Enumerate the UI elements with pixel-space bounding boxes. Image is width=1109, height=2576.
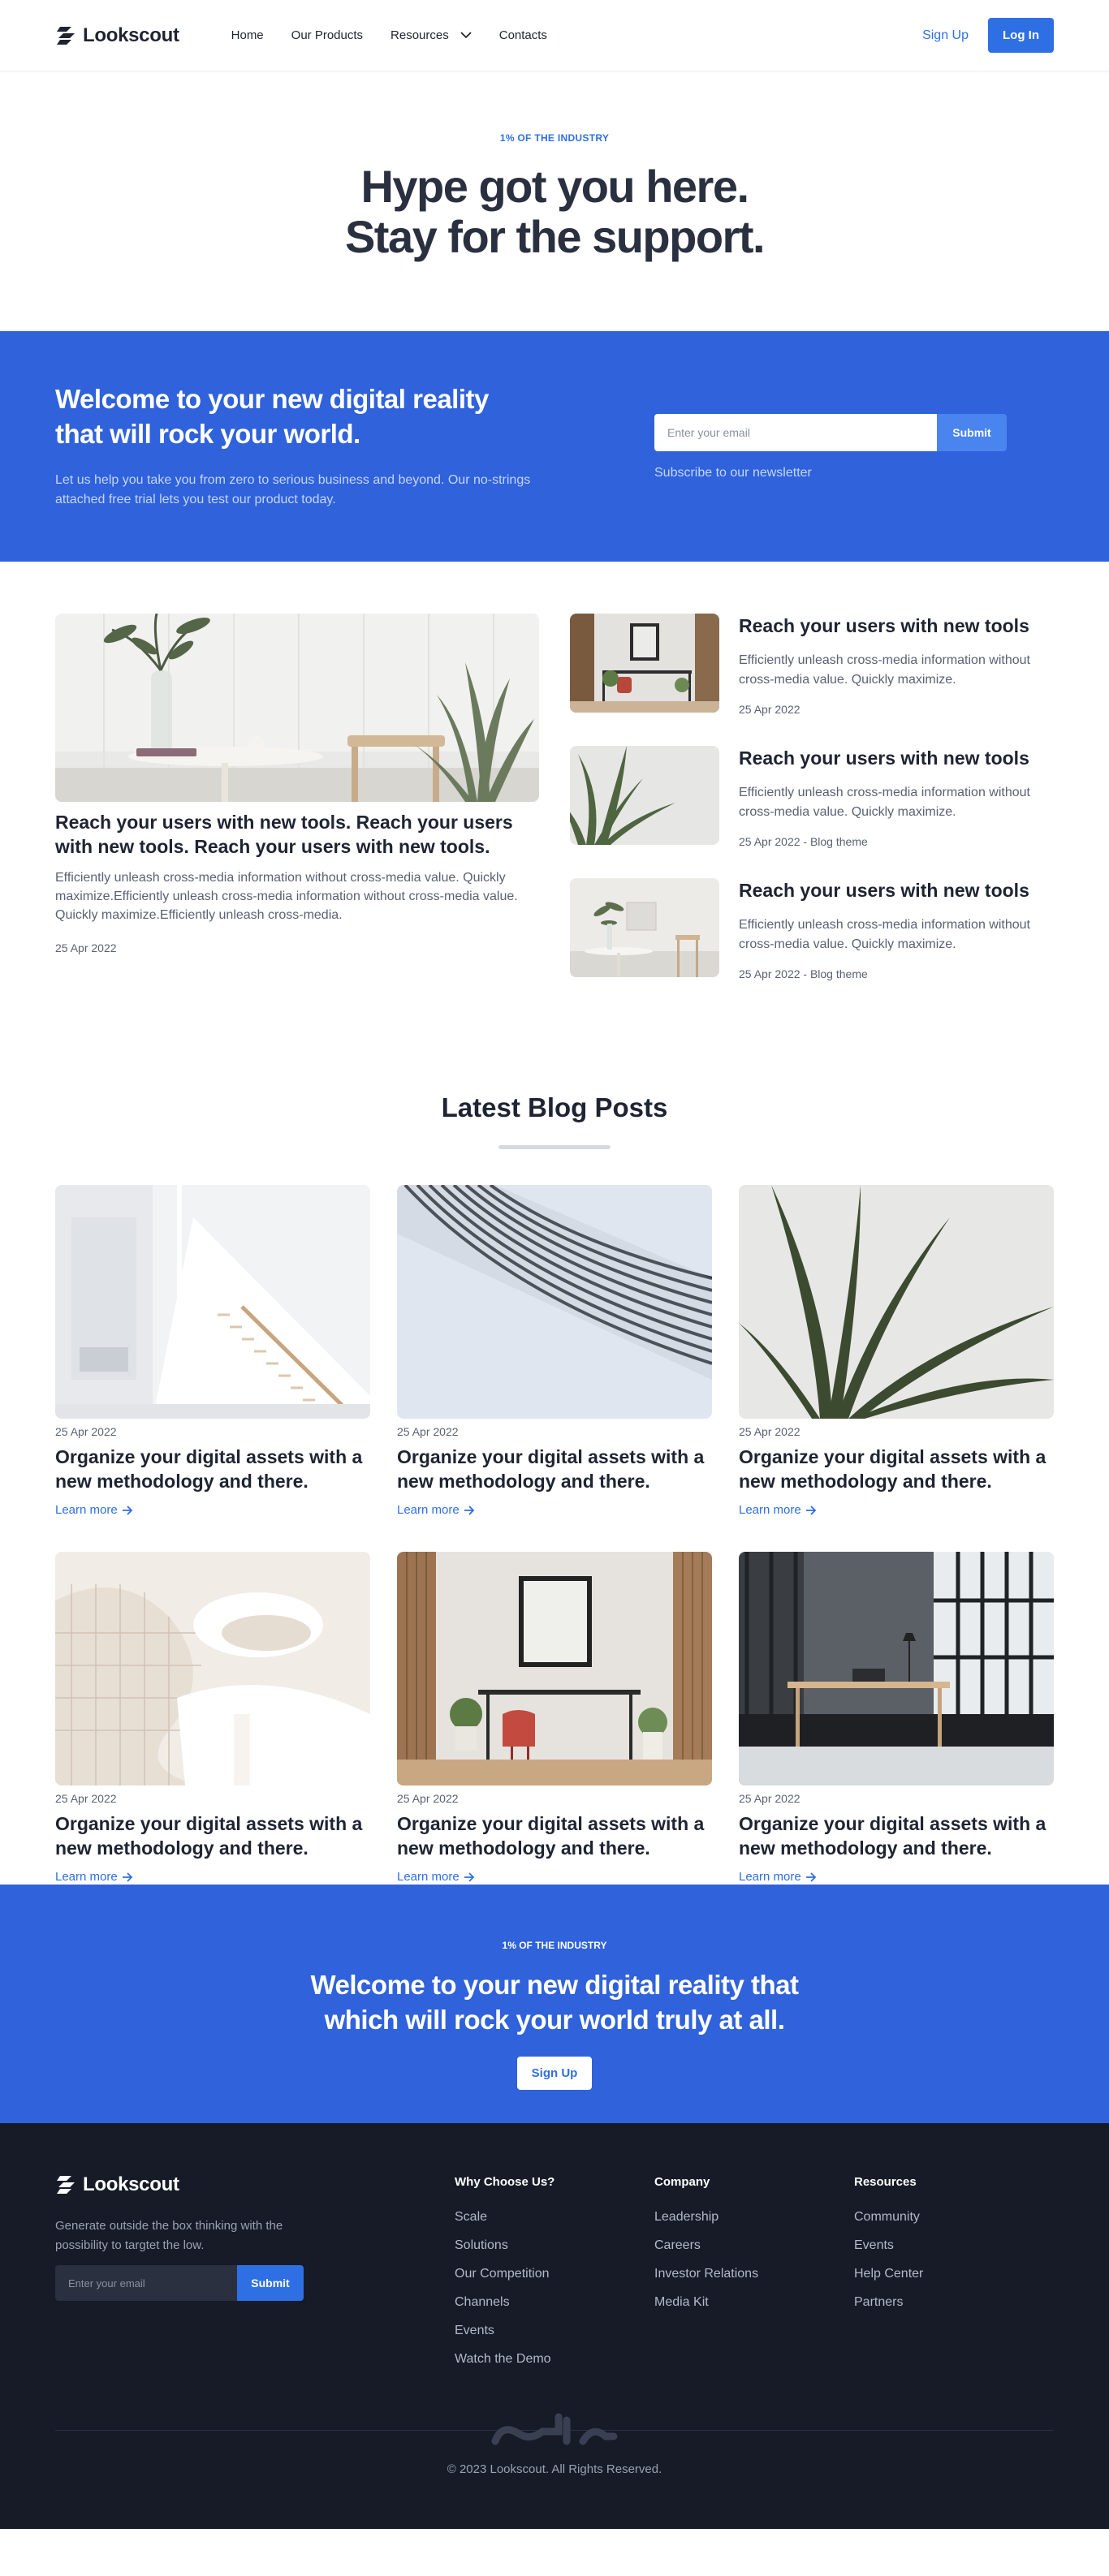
learn-more-link[interactable] (397, 1870, 475, 1884)
featured-side-text: Efficiently unleash cross-media information without cross-media value. Quickly maximize. (739, 653, 1030, 687)
learn-more-link[interactable] (55, 1503, 133, 1517)
featured-side-title: Reach your users with new tools (739, 615, 1029, 636)
hero-title-line2: Stay for the support. (344, 211, 765, 262)
logo-icon (55, 26, 76, 45)
watermark-logo (485, 2409, 624, 2458)
featured-side-title: Reach your users with new tools (739, 747, 1029, 769)
log-in-button[interactable]: Log In (988, 18, 1054, 53)
arrow-right-icon (805, 1506, 817, 1515)
footer-submit-button[interactable]: Submit (237, 2265, 304, 2301)
footer-column-why-choose-us (455, 2175, 554, 2380)
blog-card[interactable] (397, 1185, 712, 1518)
featured-main-text: Efficiently unleash cross-media information without cross-media value. Quickly maximize.Efficiently unleash cross-media information without cross-media value. Quickly maximize.Efficiently unleash cross-media. (55, 871, 518, 922)
section-divider (498, 1145, 611, 1149)
blog-card-image (739, 1185, 1054, 1419)
nav-home[interactable]: Home (231, 28, 264, 42)
blog-card-title: Organize your digital assets with a new methodology and there. (397, 1446, 705, 1492)
featured-side-text: Efficiently unleash cross-media information without cross-media value. Quickly maximize. (739, 918, 1030, 951)
footer-link[interactable]: Partners (854, 2295, 904, 2309)
footer-column-company (654, 2175, 758, 2324)
learn-more-label: Learn more (397, 1503, 460, 1517)
band-text: Let us help you take you from zero to serious business and beyond. Our no-strings attached free trial lets you test our product today. (55, 473, 531, 506)
newsletter-band (0, 331, 1109, 562)
featured-section (0, 562, 1109, 1040)
blog-card-date: 25 Apr 2022 (739, 1425, 800, 1438)
learn-more-link[interactable] (397, 1503, 475, 1517)
footer-link[interactable]: Our Competition (455, 2267, 550, 2281)
learn-more-link[interactable] (55, 1870, 133, 1884)
footer-logo-text: Lookscout (83, 2173, 179, 2195)
footer-logo[interactable] (55, 2173, 179, 2196)
arrow-right-icon (805, 1872, 817, 1882)
learn-more-label: Learn more (739, 1870, 801, 1884)
arrow-right-icon (464, 1506, 475, 1515)
footer-email-input[interactable] (55, 2265, 237, 2301)
blog-card-title: Organize your digital assets with a new methodology and there. (739, 1446, 1046, 1492)
blog-card-date: 25 Apr 2022 (397, 1792, 459, 1805)
featured-side-meta: 25 Apr 2022 (739, 703, 800, 716)
featured-main-image[interactable] (55, 614, 539, 802)
blog-card-title: Organize your digital assets with a new methodology and there. (397, 1813, 705, 1859)
featured-main-date: 25 Apr 2022 (55, 941, 117, 954)
logo-text: Lookscout (83, 24, 179, 46)
featured-main-title[interactable]: Reach your users with new tools. Reach your users with new tools. Reach your users with new tools. (55, 812, 513, 857)
nav-resources-label: Resources (391, 28, 449, 42)
featured-side-image (570, 746, 719, 845)
footer-newsletter-form (55, 2265, 304, 2301)
newsletter-email-input[interactable] (654, 414, 937, 451)
latest-posts-section (0, 1040, 1109, 1885)
blog-card-title: Organize your digital assets with a new methodology and there. (55, 1813, 363, 1859)
header-actions (922, 18, 1054, 53)
footer-link[interactable]: Media Kit (654, 2295, 709, 2309)
learn-more-link[interactable] (739, 1503, 817, 1517)
featured-side-image (570, 614, 719, 713)
blog-card[interactable] (397, 1552, 712, 1885)
newsletter-note: Subscribe to our newsletter (654, 466, 812, 480)
footer-link[interactable]: Scale (455, 2210, 488, 2224)
blog-card-image (55, 1185, 370, 1419)
footer-link[interactable]: Events (854, 2238, 894, 2252)
blog-card-date: 25 Apr 2022 (55, 1425, 117, 1438)
arrow-right-icon (122, 1872, 133, 1882)
blog-card-image (397, 1552, 712, 1786)
chevron-down-icon (460, 32, 472, 39)
blog-card-image (739, 1552, 1054, 1786)
site-header (0, 0, 1109, 71)
learn-more-label: Learn more (397, 1870, 460, 1884)
newsletter-form (654, 414, 1007, 451)
main-nav (231, 28, 547, 42)
learn-more-label: Learn more (55, 1870, 118, 1884)
featured-side-item[interactable] (570, 614, 1054, 716)
featured-side-text: Efficiently unleash cross-media information without cross-media value. Quickly maximize. (739, 786, 1030, 819)
featured-side-title: Reach your users with new tools (739, 880, 1029, 901)
hero-title (0, 162, 1109, 262)
sign-up-link[interactable]: Sign Up (922, 28, 969, 42)
blog-card-title: Organize your digital assets with a new methodology and there. (739, 1813, 1046, 1859)
blog-card[interactable] (739, 1552, 1054, 1885)
newsletter-submit-button[interactable]: Submit (937, 414, 1007, 451)
copyright: © 2023 Lookscout. All Rights Reserved. (447, 2462, 662, 2476)
footer-column-title: Why Choose Us? (455, 2175, 555, 2189)
blog-card[interactable] (55, 1185, 370, 1518)
hero-title-line1: Hype got you here. (360, 161, 749, 212)
footer-link[interactable]: Community (854, 2210, 920, 2224)
featured-side-meta: 25 Apr 2022 - Blog theme (739, 967, 868, 980)
learn-more-label: Learn more (739, 1503, 801, 1517)
footer-link[interactable]: Channels (455, 2295, 510, 2309)
featured-side-meta: 25 Apr 2022 - Blog theme (739, 835, 868, 848)
blog-card[interactable] (739, 1185, 1054, 1518)
footer-column-title: Company (654, 2175, 710, 2189)
cta-sign-up-button[interactable]: Sign Up (517, 2057, 593, 2090)
nav-our-products[interactable]: Our Products (291, 28, 364, 42)
blog-card-image (55, 1552, 370, 1786)
site-footer (0, 2123, 1109, 2529)
latest-posts-title: Latest Blog Posts (441, 1092, 668, 1122)
arrow-right-icon (464, 1872, 475, 1882)
hero-eyebrow: 1% OF THE INDUSTRY (499, 132, 610, 144)
blog-card-title: Organize your digital assets with a new methodology and there. (55, 1446, 363, 1492)
band-title: Welcome to your new digital reality that will rock your world. (55, 384, 489, 449)
learn-more-label: Learn more (55, 1503, 118, 1517)
footer-column-title: Resources (854, 2175, 917, 2189)
footer-link[interactable]: Events (455, 2324, 494, 2337)
footer-link[interactable]: Watch the Demo (455, 2352, 551, 2366)
cta-eyebrow: 1% OF THE INDUSTRY (502, 1940, 607, 1951)
learn-more-link[interactable] (739, 1870, 817, 1884)
footer-description: Generate outside the box thinking with the possibility to targtet the low. (55, 2219, 283, 2252)
cta-title: Welcome to your new digital reality that which will rock your world truly at all. (310, 1970, 799, 2035)
hero-section (0, 71, 1109, 331)
featured-side-image (570, 878, 719, 977)
nav-contacts[interactable]: Contacts (498, 28, 547, 42)
blog-card[interactable] (55, 1552, 370, 1885)
featured-side-item[interactable] (570, 746, 1054, 848)
footer-link[interactable]: Careers (654, 2238, 701, 2252)
blog-card-image (397, 1185, 712, 1419)
featured-main-illustration (55, 614, 539, 802)
footer-link[interactable]: Solutions (455, 2238, 508, 2252)
blog-card-date: 25 Apr 2022 (55, 1792, 117, 1805)
logo-icon (55, 2175, 76, 2195)
footer-link[interactable]: Help Center (854, 2267, 924, 2281)
footer-link[interactable]: Investor Relations (654, 2267, 759, 2281)
logo[interactable] (55, 24, 179, 47)
nav-resources[interactable] (391, 28, 472, 42)
footer-link[interactable]: Leadership (654, 2210, 719, 2224)
featured-side-item[interactable] (570, 878, 1054, 980)
blog-card-date: 25 Apr 2022 (739, 1792, 800, 1805)
arrow-right-icon (122, 1506, 133, 1515)
blog-card-date: 25 Apr 2022 (397, 1425, 459, 1438)
footer-column-resources (854, 2175, 923, 2324)
cta-section (0, 1885, 1109, 2123)
